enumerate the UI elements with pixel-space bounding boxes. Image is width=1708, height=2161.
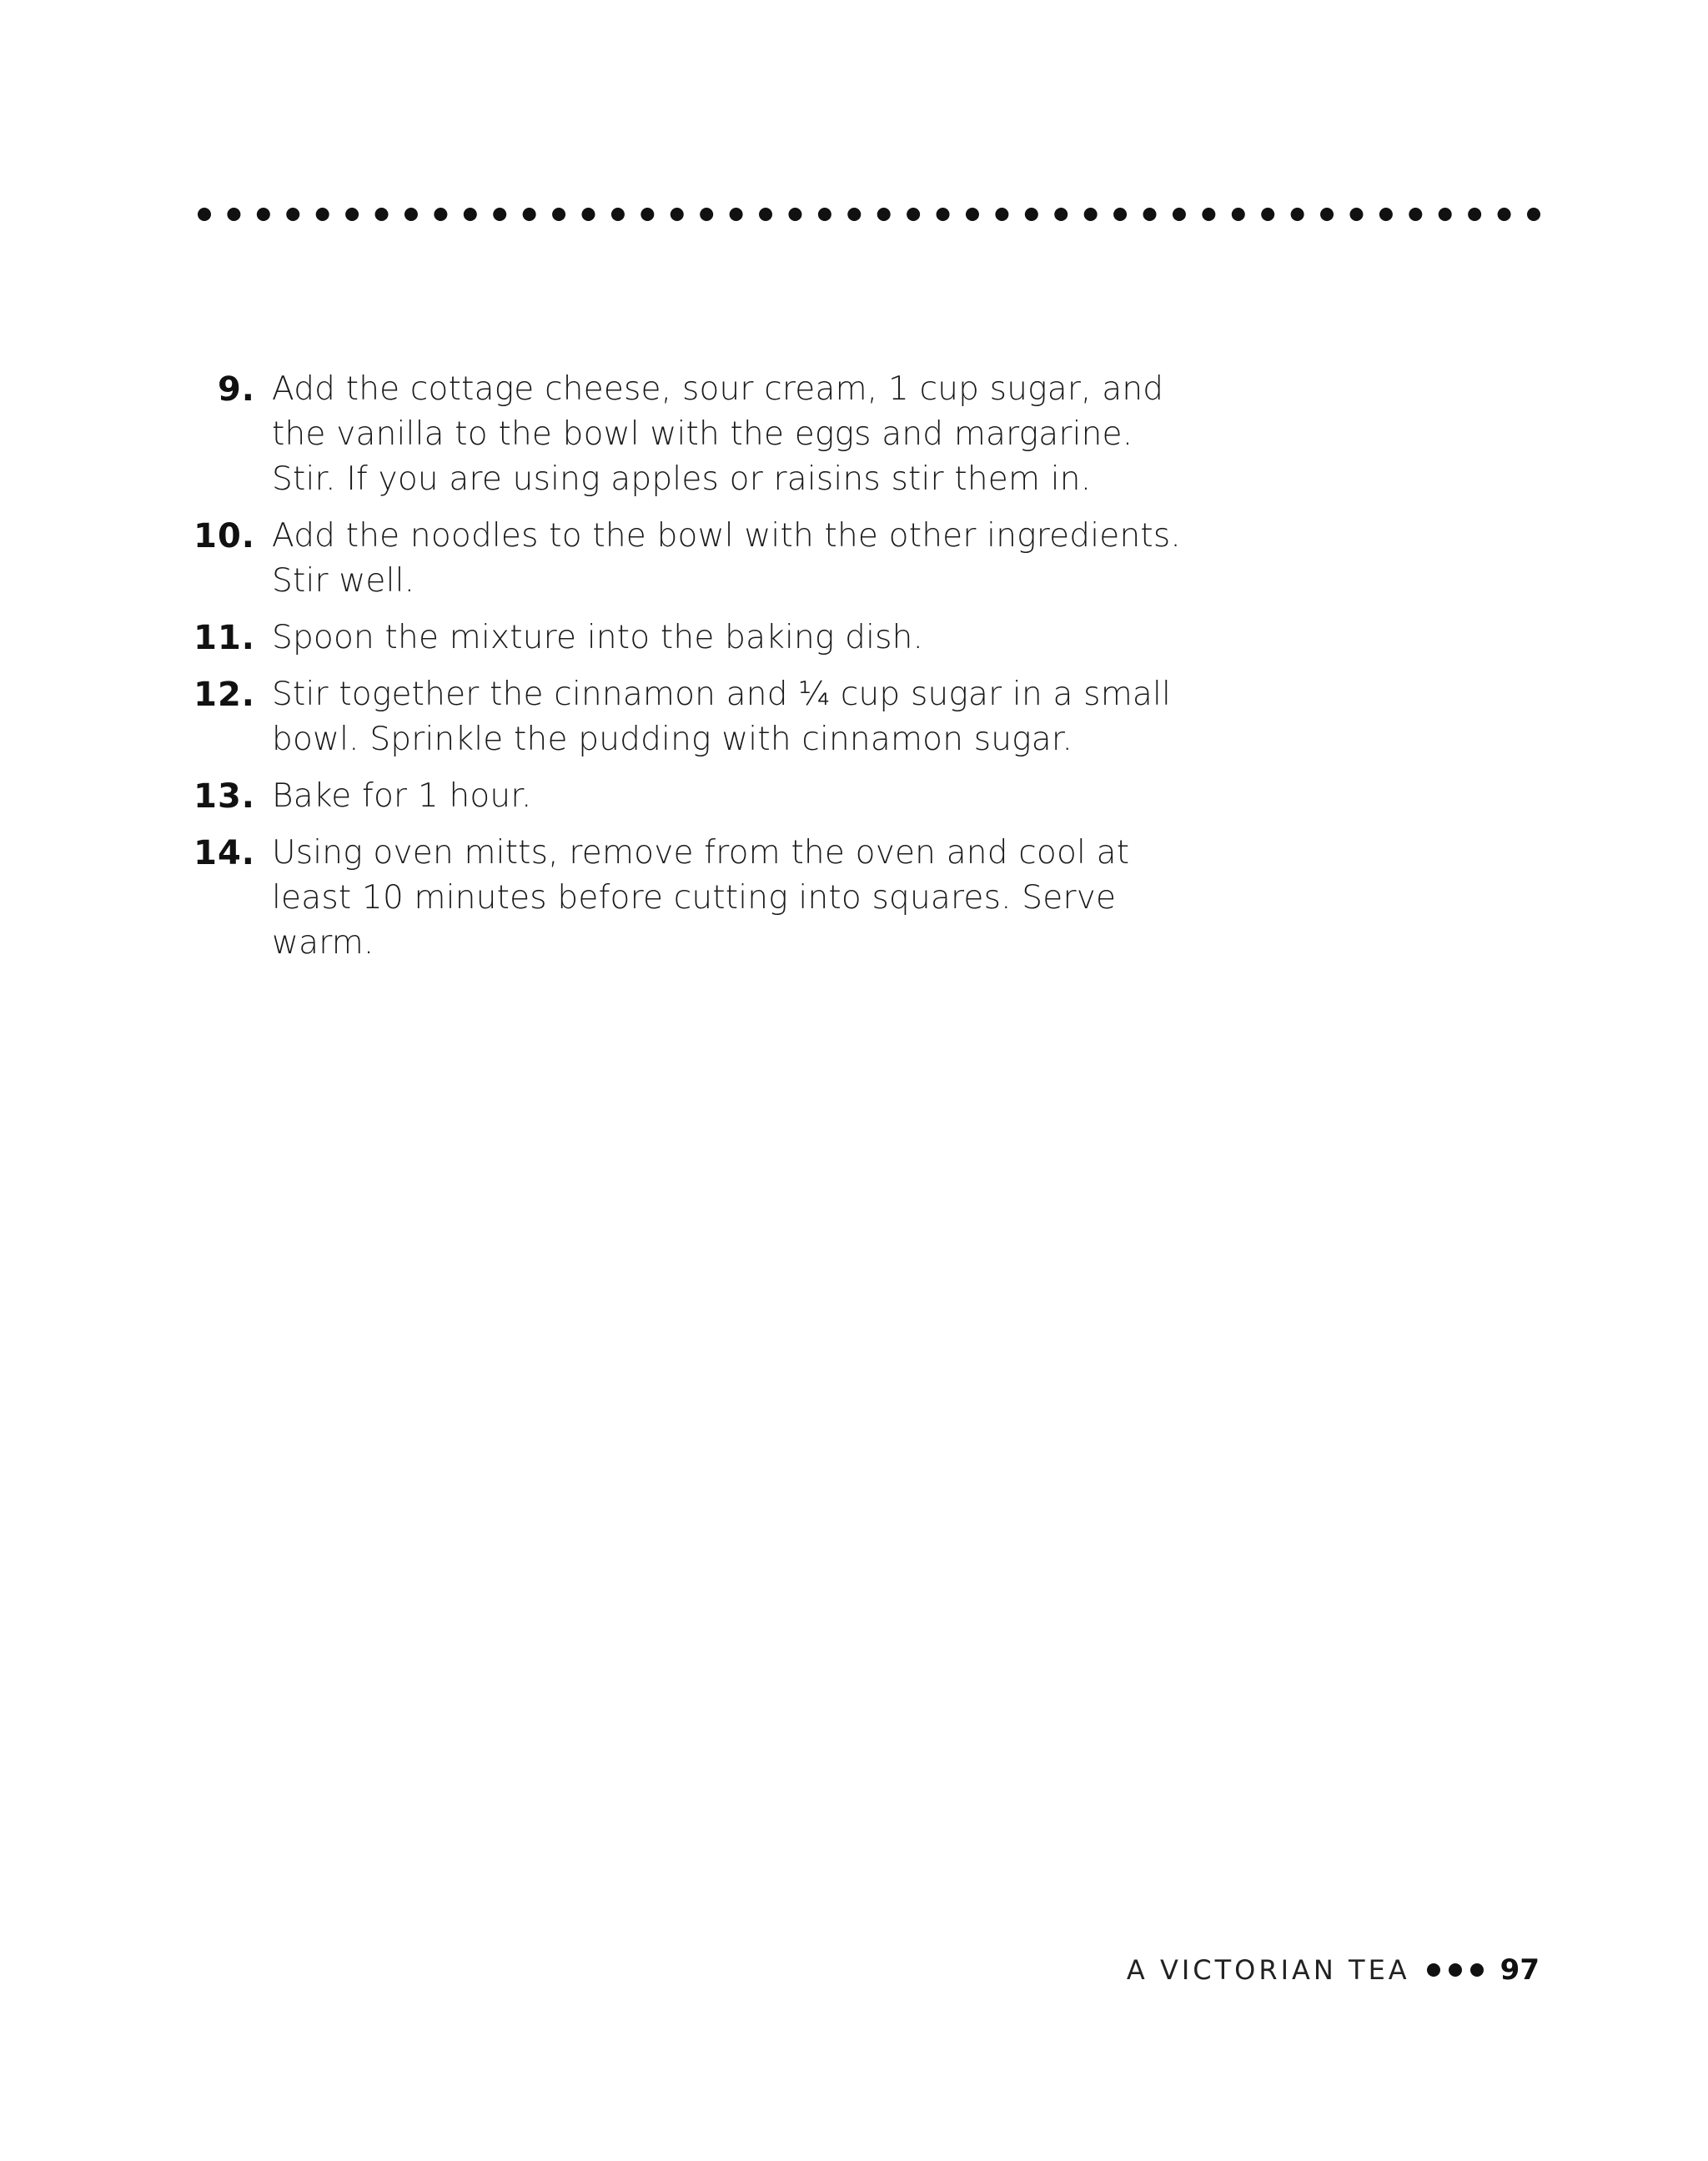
rule-dot — [907, 208, 920, 221]
dotted-rule-divider — [197, 205, 1541, 224]
rule-dot — [1409, 208, 1422, 221]
page-footer — [1127, 1953, 1540, 1987]
step-text: Add the noodles to the bowl with the other ingredients. Stir well. — [272, 517, 1182, 600]
rule-dot — [877, 208, 891, 221]
instruction-step — [183, 616, 1184, 661]
rule-dot — [818, 208, 831, 221]
rule-dot — [286, 208, 299, 221]
rule-dot — [375, 208, 389, 221]
rule-dot — [257, 208, 270, 221]
rule-dot — [1261, 208, 1274, 221]
instruction-step — [183, 514, 1184, 604]
step-text: Stir together the cinnamon and ¼ cup sugar in a small bowl. Sprinkle the pudding with cinnamon sugar. — [272, 676, 1172, 758]
rule-dot — [1202, 208, 1215, 221]
rule-dot — [1439, 208, 1452, 221]
instruction-step — [183, 367, 1184, 502]
rule-dot — [1232, 208, 1245, 221]
rule-dot — [581, 208, 595, 221]
instruction-step — [183, 672, 1184, 762]
step-number: 10. — [193, 517, 255, 555]
bullet-dot — [1427, 1963, 1440, 1977]
rule-dot — [847, 208, 861, 221]
rule-dot — [523, 208, 536, 221]
rule-dot — [1498, 208, 1511, 221]
rule-dot — [1349, 208, 1363, 221]
bullet-dot — [1449, 1963, 1462, 1977]
rule-dot — [198, 208, 211, 221]
dotted-rule-svg — [197, 205, 1541, 224]
rule-dot — [640, 208, 654, 221]
rule-dot — [1025, 208, 1038, 221]
rule-dot — [995, 208, 1008, 221]
rule-dot — [1291, 208, 1304, 221]
instruction-step — [183, 831, 1184, 966]
rule-dot — [611, 208, 625, 221]
rule-dot — [493, 208, 506, 221]
rule-dot — [1468, 208, 1481, 221]
rule-dot — [434, 208, 447, 221]
step-number: 9. — [217, 370, 255, 409]
rule-dot — [1173, 208, 1186, 221]
rule-dot — [1527, 208, 1540, 221]
step-text: Bake for 1 hour. — [272, 777, 532, 815]
rule-dot — [316, 208, 329, 221]
instruction-list — [183, 367, 1184, 977]
footer-bullet-dots — [1427, 1963, 1484, 1977]
rule-dot — [1143, 208, 1157, 221]
rule-dot — [1320, 208, 1334, 221]
rule-dot — [1054, 208, 1068, 221]
step-number: 11. — [193, 619, 255, 657]
running-footer-title: A VICTORIAN TEA — [1126, 1954, 1410, 1986]
rule-dot — [759, 208, 772, 221]
rule-dot — [552, 208, 565, 221]
step-text: Spoon the mixture into the baking dish. — [272, 619, 924, 656]
step-number: 14. — [193, 834, 255, 872]
rule-dot — [671, 208, 684, 221]
bullet-dot — [1470, 1963, 1484, 1977]
rule-dot — [1084, 208, 1098, 221]
rule-dot — [227, 208, 240, 221]
rule-dot — [1379, 208, 1393, 221]
rule-dot — [937, 208, 950, 221]
step-number: 13. — [193, 777, 255, 816]
rule-dot — [464, 208, 477, 221]
page-number: 97 — [1500, 1953, 1540, 1987]
rule-dot — [788, 208, 801, 221]
instruction-step — [183, 774, 1184, 819]
rule-dot — [345, 208, 359, 221]
rule-dot — [700, 208, 713, 221]
rule-dot — [1113, 208, 1127, 221]
step-text: Using oven mitts, remove from the oven and cool at least 10 minutes before cutting into squares. Serve warm. — [272, 834, 1130, 962]
rule-dot — [730, 208, 743, 221]
rule-dot — [404, 208, 418, 221]
rule-dot — [966, 208, 979, 221]
step-number: 12. — [193, 676, 255, 714]
step-text: Add the cottage cheese, sour cream, 1 cup sugar, and the vanilla to the bowl with the eggs and margarine. Stir. If you are using apples or raisins stir them in. — [272, 370, 1164, 498]
